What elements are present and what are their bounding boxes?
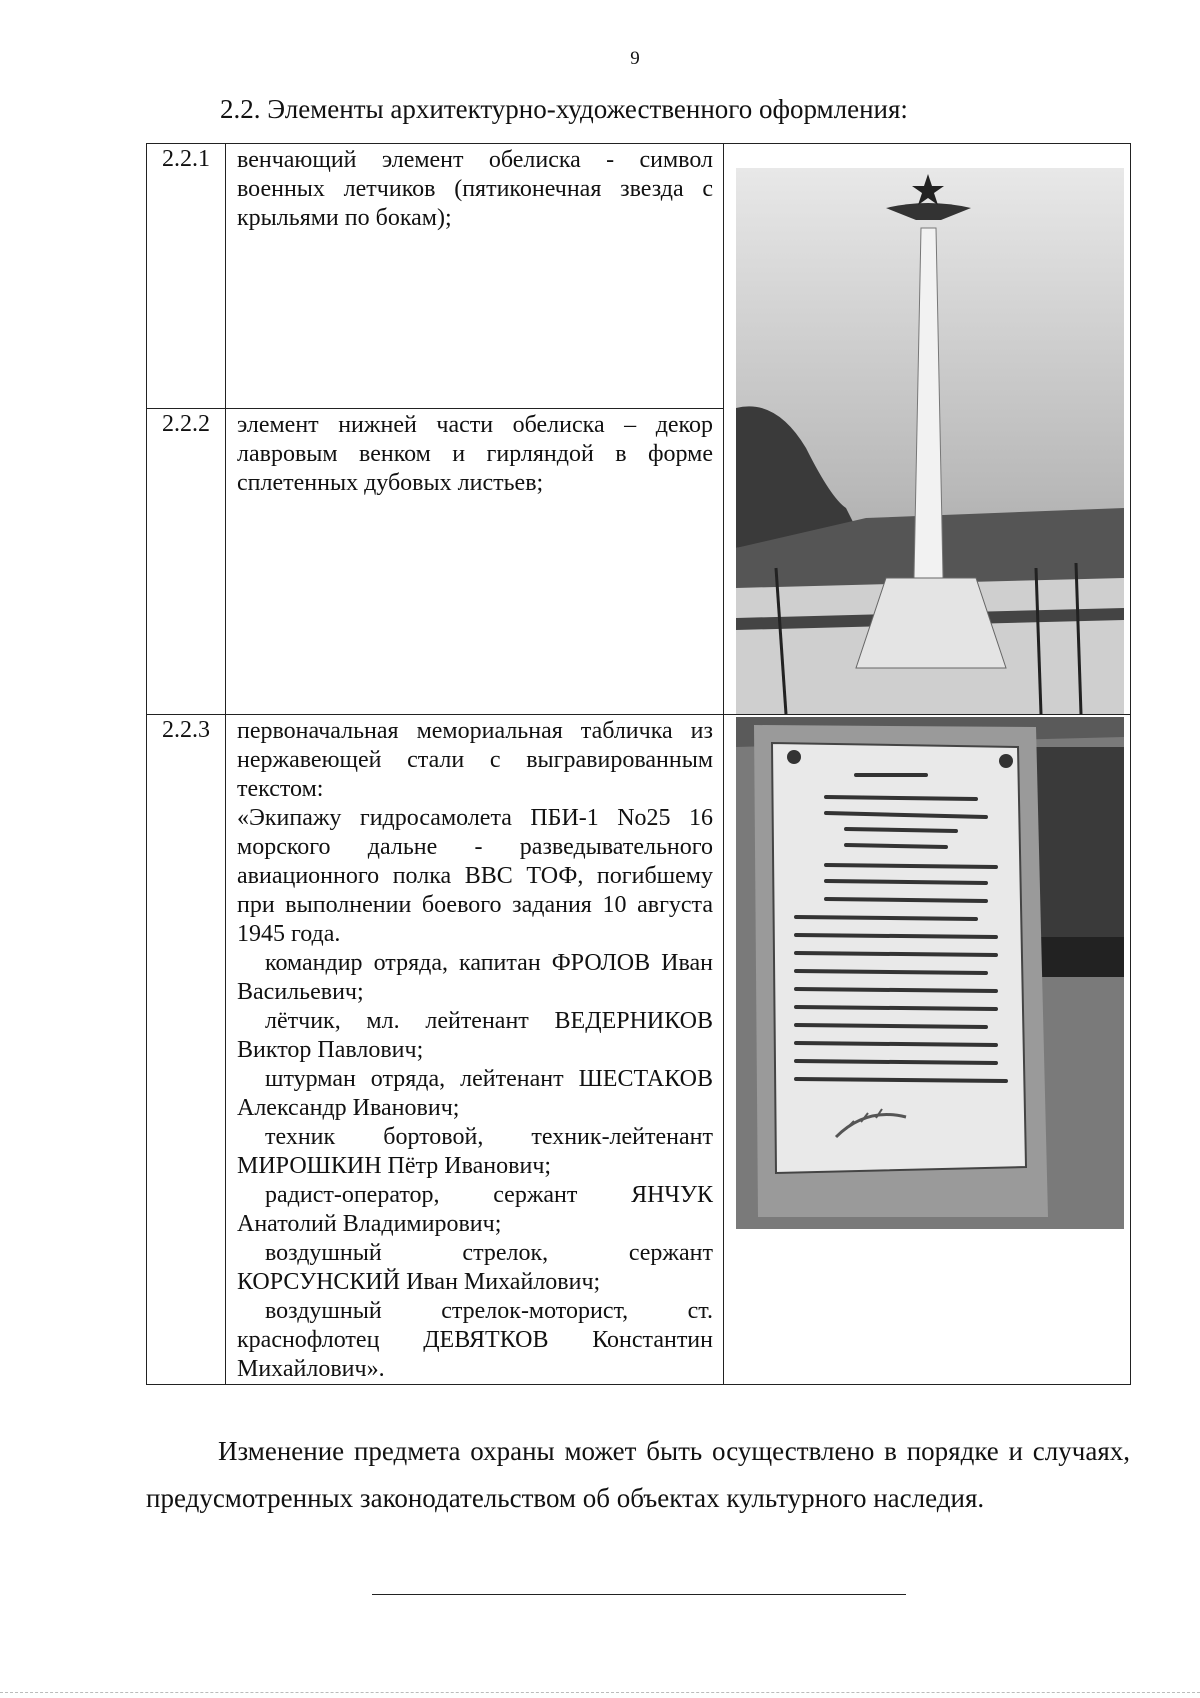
table-row [147,715,1131,1385]
description-paragraph: элемент нижней части обелиска – декор лавровым венком и гирляндой в форме сплетенных дубовых листьев; [237,412,713,497]
plaque-photo [736,717,1124,1229]
bottom-paragraph: Изменение предмета охраны может быть осуществлено в порядке и случаях, предусмотренных законодательством об объектах культурного наследия. [146,1436,1130,1513]
table-row [147,144,1131,409]
description-paragraph: первоначальная мемориальная табличка из нержавеющей стали с выгравированным текстом: [237,718,713,802]
description-paragraph: лётчик, мл. лейтенант ВЕДЕРНИКОВ Виктор Павлович; [237,1008,713,1063]
end-rule [372,1594,906,1595]
section-title: 2.2. Элементы архитектурно-художественного оформления: [220,94,908,124]
elements-table [146,143,1131,1385]
row-number: 2.2.2 [147,409,226,715]
description-paragraph: техник бортовой, техник-лейтенант МИРОШКИН Пётр Иванович; [237,1124,713,1179]
row-number: 2.2.3 [147,715,226,1385]
description-paragraph: «Экипажу гидросамолета ПБИ-1 No25 16 морского дальне - разведывательного авиационного полка ВВС ТОФ, погибшему при выполнении боевого задания 10 августа 1945 года. [237,805,713,947]
page-edge [0,1692,1200,1693]
row-number: 2.2.1 [147,144,226,409]
row-description [226,409,724,715]
obelisk-photo-cell [724,144,1131,715]
description-paragraph: командир отряда, капитан ФРОЛОВ Иван Васильевич; [237,950,713,1005]
plaque-photo-cell [724,715,1131,1385]
description-paragraph: венчающий элемент обелиска - символ военных летчиков (пятиконечная звезда с крыльями по бокам); [237,147,713,231]
row-description [226,715,724,1385]
row-description [226,144,724,409]
description-paragraph: радист-оператор, сержант ЯНЧУК Анатолий Владимирович; [237,1182,713,1237]
page-number: 9 [630,48,640,69]
obelisk-photo [736,168,1124,714]
description-paragraph: штурман отряда, лейтенант ШЕСТАКОВ Александр Иванович; [237,1066,713,1121]
description-paragraph: воздушный стрелок, сержант КОРСУНСКИЙ Иван Михайлович; [237,1240,713,1295]
description-paragraph: воздушный стрелок-моторист, ст. краснофлотец ДЕВЯТКОВ Константин Михайлович». [237,1298,713,1382]
